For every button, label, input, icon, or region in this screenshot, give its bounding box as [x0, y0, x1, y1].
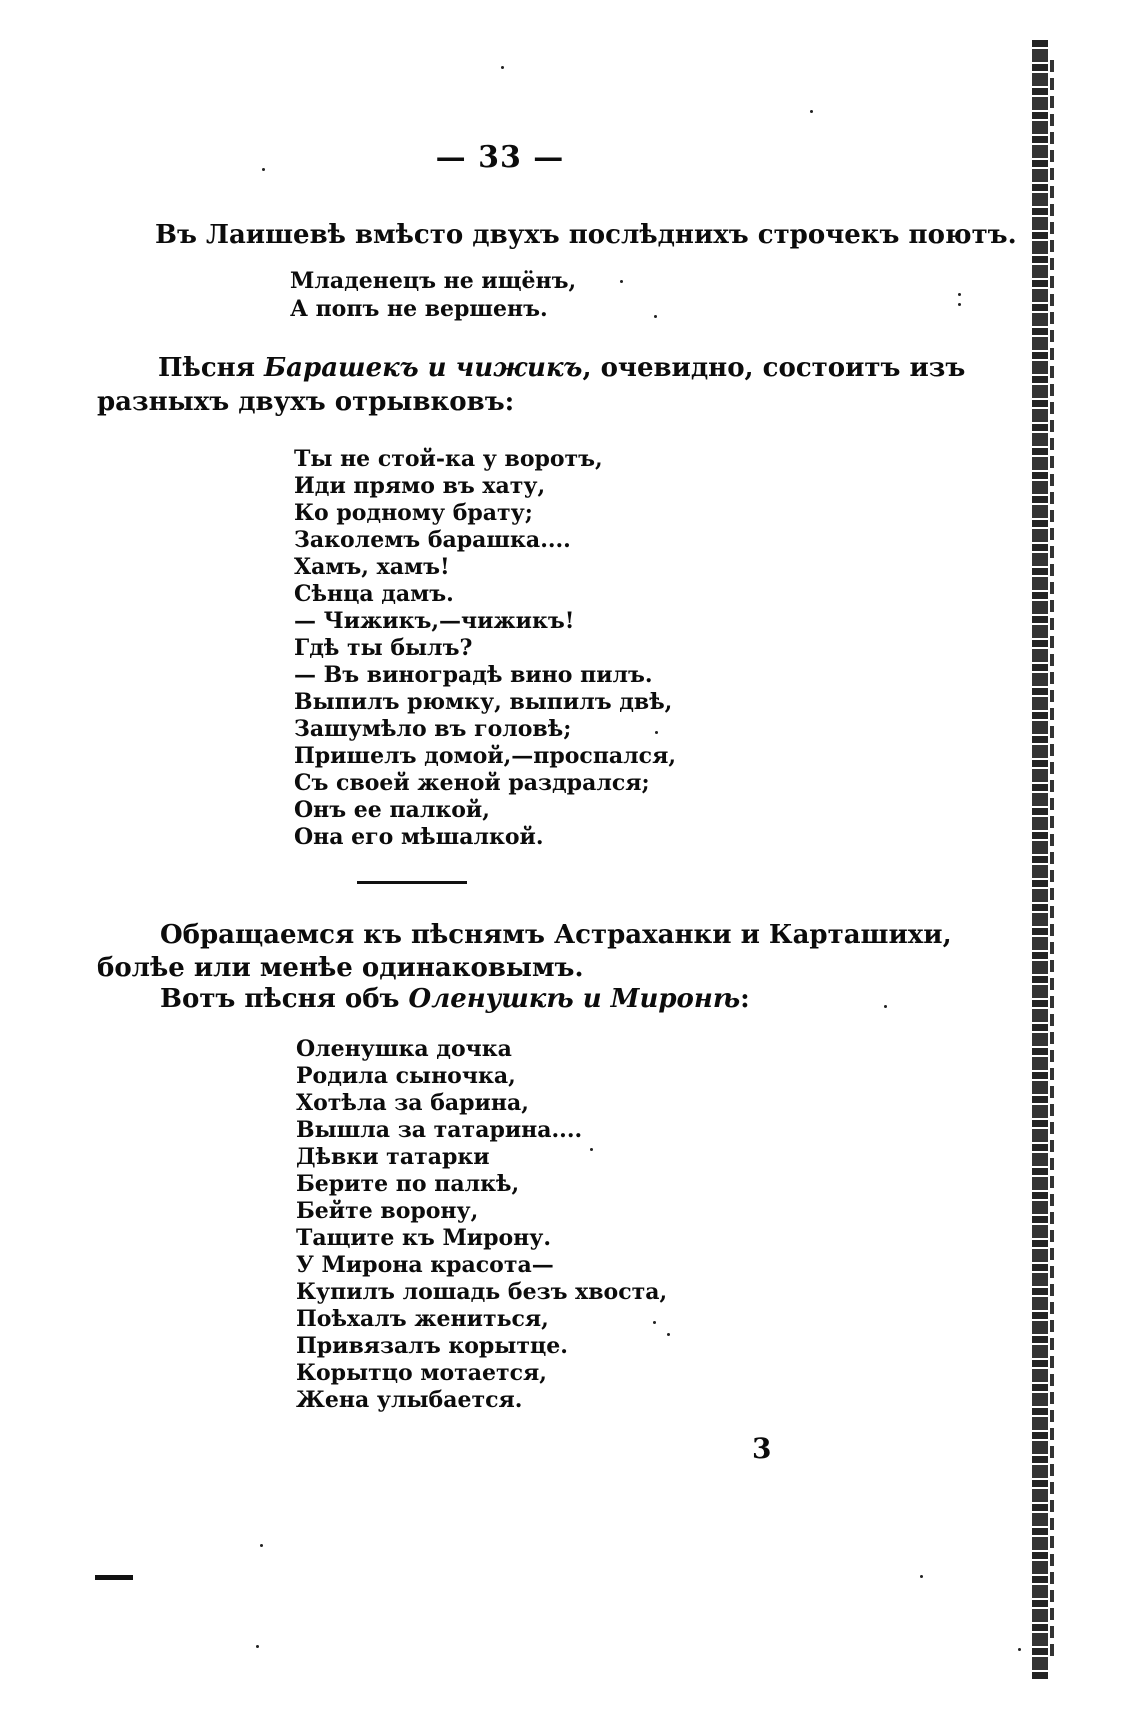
intro-line: Въ Лаишевѣ вмѣсто двухъ послѣднихъ строчекъ поютъ. [155, 220, 1017, 250]
verse-line: А попъ не вершенъ. [290, 296, 548, 322]
verse-line: Иди прямо въ хату, [294, 473, 546, 499]
ink-speck [958, 303, 961, 306]
verse-line: Жена улыбается. [296, 1387, 523, 1413]
verse-line: Выпилъ рюмку, выпилъ двѣ, [294, 689, 673, 715]
verse-line: Гдѣ ты былъ? [294, 635, 473, 661]
ink-speck [810, 110, 813, 113]
verse-line: — Чижикъ,—чижикъ! [294, 608, 575, 634]
ink-speck [590, 1148, 593, 1151]
verse-line: Заколемъ барашка.... [294, 527, 571, 553]
verse-line: Пришелъ домой,—проспался, [294, 743, 676, 769]
verse-line: У Мирона красота— [296, 1252, 554, 1278]
ink-speck [620, 280, 623, 283]
verse-line: Привязалъ корытце. [296, 1333, 568, 1359]
verse-line: Съ своей женой раздрался; [294, 770, 650, 796]
verse-line: Поѣхалъ жениться, [296, 1306, 549, 1332]
ink-speck [262, 168, 265, 171]
verse-line: Ко родному брату; [294, 500, 533, 526]
ink-speck [260, 1544, 263, 1547]
paragraph-line: Обращаемся къ пѣснямъ Астраханки и Карташихи, [160, 920, 952, 950]
ink-speck [256, 1645, 259, 1648]
verse-line: Хамъ, хамъ! [294, 554, 450, 580]
ink-speck [958, 293, 961, 296]
text-run: Вотъ пѣсня объ [160, 984, 409, 1014]
verse-line: Тащите къ Мирону. [296, 1225, 552, 1251]
verse-line: Берите по палкѣ, [296, 1171, 520, 1197]
verse-line: Сѣнца дамъ. [294, 581, 454, 607]
page-number: — 33 — [435, 140, 565, 175]
ink-speck [667, 1333, 670, 1336]
verse-line: Хотѣла за барина, [296, 1090, 529, 1116]
page-binding-edge-inner [1050, 60, 1054, 1660]
verse-line: Купилъ лошадь безъ хвоста, [296, 1279, 668, 1305]
verse-line: Онъ ее палкой, [294, 797, 490, 823]
verse-line: Корытцо мотается, [296, 1360, 547, 1386]
ink-speck [653, 1321, 656, 1324]
ink-speck [655, 731, 658, 734]
verse-line: Она его мѣшалкой. [294, 824, 544, 850]
verse-line: Оленушка дочка [296, 1036, 512, 1062]
verse-line: Зашумѣло въ головѣ; [294, 716, 572, 742]
section-divider [357, 881, 467, 884]
song-title: Оленушкѣ и Миронѣ [408, 984, 741, 1014]
paragraph-line [158, 353, 965, 383]
page-binding-edge [1032, 40, 1048, 1680]
verse-line: Бейте ворону, [296, 1198, 479, 1224]
ink-speck [501, 66, 504, 69]
paragraph-line [160, 984, 750, 1014]
verse-line: — Въ виноградѣ вино пилъ. [294, 662, 653, 688]
verse-line: Дѣвки татарки [296, 1144, 490, 1170]
margin-dash [95, 1575, 133, 1580]
text-run: : [740, 984, 750, 1014]
verse-line: Родила сыночка, [296, 1063, 516, 1089]
ink-speck [920, 1575, 923, 1578]
signature-mark: 3 [752, 1432, 772, 1465]
verse-line: Младенецъ не ищёнъ, [290, 268, 577, 294]
text-run: Пѣсня [158, 353, 264, 383]
ink-speck [654, 315, 657, 318]
text-run: , очевидно, состоитъ изъ [582, 353, 966, 383]
ink-speck [884, 1005, 887, 1008]
ink-speck [1018, 1648, 1021, 1651]
verse-line: Вышла за татарина.... [296, 1117, 583, 1143]
paragraph-line: болѣе или менѣе одинаковымъ. [97, 953, 584, 983]
paragraph-line: разныхъ двухъ отрывковъ: [97, 387, 515, 417]
verse-line: Ты не стой-ка у воротъ, [294, 446, 603, 472]
song-title: Барашекъ и чижикъ [263, 353, 583, 383]
